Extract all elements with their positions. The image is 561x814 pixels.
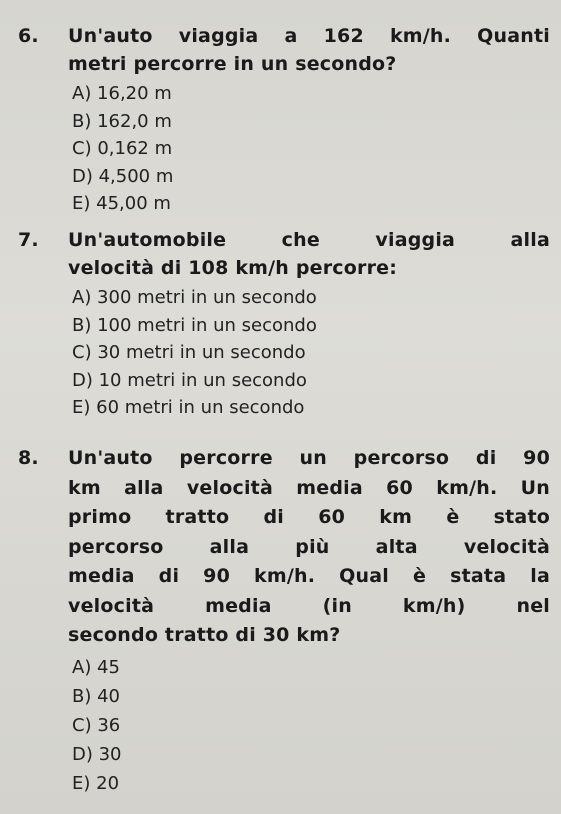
question-number: 8. bbox=[18, 447, 39, 469]
answer-option-a: A) 300 metri in un secondo bbox=[72, 287, 317, 308]
answer-option-c: C) 36 bbox=[72, 714, 121, 736]
question-line: km alla velocità media 60 km/h. Un bbox=[68, 476, 550, 499]
answer-option-e: E) 20 bbox=[72, 772, 120, 794]
question-6 bbox=[18, 22, 550, 218]
answer-option-e: E) 45,00 m bbox=[72, 193, 171, 214]
question-text bbox=[18, 22, 550, 78]
answer-option-c: C) 0,162 m bbox=[72, 138, 173, 159]
question-text bbox=[18, 444, 550, 651]
question-8 bbox=[18, 444, 550, 798]
question-line: percorso alla più alta velocità bbox=[68, 535, 550, 558]
question-line: primo tratto di 60 km è stato bbox=[68, 506, 550, 528]
question-line: Un'auto percorre un percorso di 90 bbox=[68, 447, 550, 469]
question-text bbox=[18, 226, 550, 282]
question-line: media di 90 km/h. Qual è stata la bbox=[68, 565, 550, 587]
question-body bbox=[68, 444, 550, 651]
question-line: metri percorre in un secondo? bbox=[68, 53, 397, 75]
question-number: 7. bbox=[18, 229, 39, 251]
question-line: Un'automobile che viaggia alla bbox=[68, 229, 550, 251]
question-line: secondo tratto di 30 km? bbox=[68, 624, 341, 646]
question-line: Un'auto viaggia a 162 km/h. Quanti bbox=[68, 25, 550, 47]
question-line: velocità di 108 km/h percorre: bbox=[68, 257, 398, 279]
answer-option-d: D) 4,500 m bbox=[72, 165, 174, 187]
question-body bbox=[68, 226, 550, 282]
answer-options bbox=[72, 80, 550, 218]
question-number: 6. bbox=[18, 25, 39, 47]
answer-option-d: D) 30 bbox=[72, 743, 122, 765]
question-7 bbox=[18, 226, 550, 422]
answer-option-e: E) 60 metri in un secondo bbox=[72, 397, 305, 418]
answer-options bbox=[72, 653, 550, 798]
answer-option-a: A) 45 bbox=[72, 656, 120, 678]
answer-option-b: B) 40 bbox=[72, 685, 120, 707]
answer-option-d: D) 10 metri in un secondo bbox=[72, 369, 307, 391]
answer-option-c: C) 30 metri in un secondo bbox=[72, 342, 306, 363]
answer-option-b: B) 162,0 m bbox=[72, 110, 172, 132]
answer-option-b: B) 100 metri in un secondo bbox=[72, 314, 317, 336]
answer-option-a: A) 16,20 m bbox=[72, 83, 172, 104]
answer-options bbox=[72, 284, 550, 422]
question-line: velocità media (in km/h) nel bbox=[68, 594, 550, 617]
question-body bbox=[68, 22, 550, 78]
